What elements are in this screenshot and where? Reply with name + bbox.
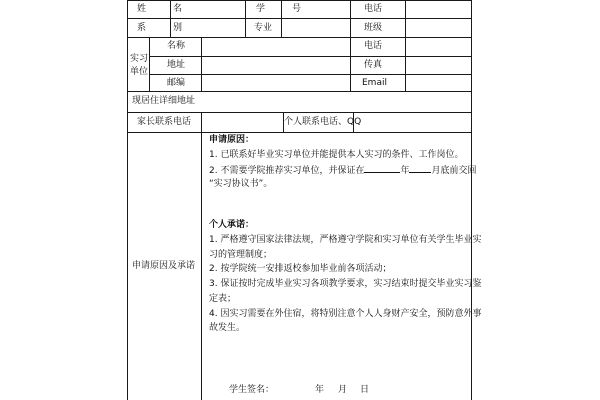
row-line-6 <box>127 112 472 113</box>
signature-label: 学生签名： <box>229 385 275 395</box>
row-line-2 <box>127 37 472 38</box>
personal-contact-label: 个人联系电话、QQ <box>284 117 362 127</box>
promise-2: 2. 按学院统一安排返校参加毕业前各项活动； <box>209 264 392 274</box>
promise-4-continued: 故发生。 <box>209 323 246 333</box>
parent-phone-label: 家长联系电话 <box>137 117 192 127</box>
row-line-3 <box>149 56 472 57</box>
col-line-d <box>201 132 202 400</box>
student-no-label: 学 号 <box>256 4 311 14</box>
table-left-border <box>127 0 128 400</box>
class-label: 班级 <box>364 23 383 33</box>
unit-email-label: Email <box>362 78 387 88</box>
unit-phone-label: 电话 <box>364 41 383 51</box>
promise-3-continued: 定表； <box>209 294 237 304</box>
signature-month-label: 月 <box>338 385 348 395</box>
row-line-4 <box>149 74 472 75</box>
reasons-heading: 申请原因： <box>209 135 255 145</box>
col-line-h <box>405 0 406 91</box>
col-line-i <box>201 112 202 132</box>
name-label: 姓 名 <box>137 4 192 14</box>
promise-heading: 个人承诺： <box>209 220 255 230</box>
reason-2-continued: “实习协议书”。 <box>209 179 273 189</box>
reason-1: 1. 已联系好毕业实习单位并能提供本人实习的条件、工作岗位。 <box>209 150 464 160</box>
promise-3: 3. 保证按时完成毕业实习各项教学要求，实习结束时提交毕业实习鉴 <box>209 279 482 289</box>
phone-label: 电话 <box>364 4 383 14</box>
application-side-label: 申请原因及承诺 <box>132 261 196 271</box>
promise-1: 1. 严格遵守国家法律法规，严格遵守学院和实习单位有关学生毕业实 <box>209 235 482 245</box>
major-label: 专业 <box>254 23 273 33</box>
col-line-g <box>350 0 351 91</box>
internship-unit-label: 实习单位 <box>130 54 149 77</box>
row-line-7 <box>127 132 472 133</box>
unit-name-label: 名称 <box>167 41 186 51</box>
table-right-border <box>471 0 472 400</box>
row-line-5 <box>127 91 472 92</box>
col-line-c <box>201 37 202 91</box>
promise-4: 4. 因实习需要在外住宿，将特别注意个人人身财产安全，预防意外事 <box>209 309 482 319</box>
home-address-label: 现居住详细地址 <box>132 96 196 106</box>
table-top-border <box>127 0 472 1</box>
col-line-e <box>245 0 246 37</box>
signature-year-label: 年 <box>315 385 325 395</box>
row-line-1 <box>127 18 472 19</box>
dept-label: 系 别 <box>137 23 192 33</box>
unit-postcode-label: 邮编 <box>167 78 186 88</box>
unit-fax-label: 传真 <box>364 60 383 70</box>
reason-2: 2. 不需要学院推荐实习单位，并保证在 年 月底前交回 <box>209 163 476 179</box>
signature-day-label: 日 <box>360 385 370 395</box>
promise-1-continued: 习的管理制度； <box>209 250 273 260</box>
deadline-month-blank <box>409 163 431 173</box>
unit-address-label: 地址 <box>167 60 186 70</box>
col-line-b <box>149 37 150 91</box>
deadline-year-blank <box>364 163 400 173</box>
